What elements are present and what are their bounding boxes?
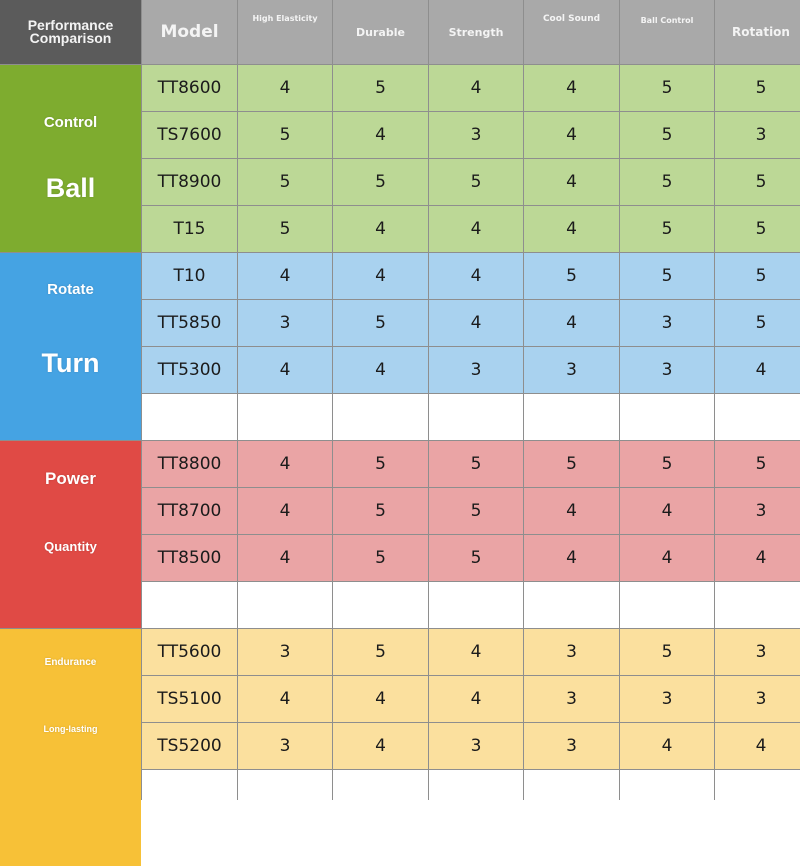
rating-strength: 5 bbox=[429, 441, 523, 487]
model-cell: TT5600 bbox=[142, 629, 237, 675]
rating-strength: 3 bbox=[429, 112, 523, 158]
rating-durable: 4 bbox=[333, 112, 428, 158]
model-cell: TT8700 bbox=[142, 488, 237, 534]
category-turn-label: Turn bbox=[41, 348, 100, 378]
rating-cool-sound: 4 bbox=[524, 488, 619, 534]
rating-durable: 4 bbox=[333, 723, 428, 769]
rating-ball-control: 5 bbox=[620, 65, 714, 111]
empty-cell bbox=[620, 394, 714, 440]
rating-high-elasticity: 4 bbox=[238, 535, 332, 581]
empty-cell bbox=[524, 582, 619, 628]
rating-strength: 3 bbox=[429, 723, 523, 769]
category-power-quantity bbox=[0, 441, 141, 628]
rating-cool-sound: 3 bbox=[524, 347, 619, 393]
rating-durable: 4 bbox=[333, 206, 428, 252]
header-durable: Durable bbox=[333, 0, 428, 64]
rating-cool-sound: 3 bbox=[524, 723, 619, 769]
empty-cell bbox=[429, 582, 523, 628]
header-ball-control: Ball Control bbox=[620, 0, 714, 64]
rating-ball-control: 5 bbox=[620, 159, 714, 205]
empty-cell bbox=[238, 582, 332, 628]
rating-ball-control: 5 bbox=[620, 253, 714, 299]
rating-durable: 5 bbox=[333, 65, 428, 111]
rating-high-elasticity: 3 bbox=[238, 629, 332, 675]
empty-cell bbox=[238, 770, 332, 866]
category-rotate-label: Rotate bbox=[47, 281, 94, 298]
rating-strength: 5 bbox=[429, 488, 523, 534]
rating-cool-sound: 5 bbox=[524, 253, 619, 299]
category-ball-label: Ball bbox=[45, 172, 96, 203]
rating-durable: 4 bbox=[333, 253, 428, 299]
rating-cool-sound: 3 bbox=[524, 676, 619, 722]
rating-durable: 5 bbox=[333, 488, 428, 534]
rating-strength: 3 bbox=[429, 347, 523, 393]
category-control-ball bbox=[0, 65, 141, 252]
model-cell: TS7600 bbox=[142, 112, 237, 158]
empty-cell bbox=[429, 394, 523, 440]
model-cell: TT8900 bbox=[142, 159, 237, 205]
rating-cool-sound: 4 bbox=[524, 65, 619, 111]
rating-high-elasticity: 4 bbox=[238, 676, 332, 722]
category-long-lasting-label: Long-lasting bbox=[43, 724, 98, 734]
rating-rotation: 4 bbox=[715, 347, 800, 393]
empty-cell bbox=[620, 770, 714, 866]
category-control-label: Control bbox=[43, 113, 98, 131]
rating-high-elasticity: 3 bbox=[238, 300, 332, 346]
model-cell: TT8600 bbox=[142, 65, 237, 111]
rating-strength: 4 bbox=[429, 300, 523, 346]
rating-rotation: 5 bbox=[715, 206, 800, 252]
empty-cell bbox=[715, 394, 800, 440]
category-endurance-label: Endurance bbox=[44, 657, 97, 668]
rating-rotation: 3 bbox=[715, 676, 800, 722]
rating-high-elasticity: 4 bbox=[238, 488, 332, 534]
model-cell: TS5100 bbox=[142, 676, 237, 722]
empty-cell bbox=[142, 394, 237, 440]
rating-strength: 5 bbox=[429, 159, 523, 205]
rating-durable: 4 bbox=[333, 347, 428, 393]
rating-ball-control: 5 bbox=[620, 441, 714, 487]
empty-cell bbox=[715, 770, 800, 866]
rating-durable: 4 bbox=[333, 676, 428, 722]
rating-high-elasticity: 4 bbox=[238, 347, 332, 393]
rating-strength: 5 bbox=[429, 535, 523, 581]
model-cell: TT8500 bbox=[142, 535, 237, 581]
empty-cell bbox=[524, 394, 619, 440]
empty-cell bbox=[620, 582, 714, 628]
rating-durable: 5 bbox=[333, 159, 428, 205]
model-cell: TS5200 bbox=[142, 723, 237, 769]
model-cell: T10 bbox=[142, 253, 237, 299]
category-endurance-long-lasting bbox=[0, 629, 141, 866]
model-cell: TT8800 bbox=[142, 441, 237, 487]
rating-strength: 4 bbox=[429, 676, 523, 722]
rating-strength: 4 bbox=[429, 65, 523, 111]
model-cell: TT5300 bbox=[142, 347, 237, 393]
rating-cool-sound: 4 bbox=[524, 535, 619, 581]
rating-ball-control: 3 bbox=[620, 347, 714, 393]
header-model: Model bbox=[142, 0, 237, 64]
corner-title-line1: Performance bbox=[27, 17, 114, 33]
rating-rotation: 3 bbox=[715, 488, 800, 534]
rating-high-elasticity: 4 bbox=[238, 65, 332, 111]
rating-high-elasticity: 4 bbox=[238, 253, 332, 299]
category-power-label: Power bbox=[44, 469, 97, 488]
rating-durable: 5 bbox=[333, 441, 428, 487]
rating-cool-sound: 4 bbox=[524, 300, 619, 346]
rating-high-elasticity: 5 bbox=[238, 159, 332, 205]
empty-cell bbox=[429, 770, 523, 866]
category-rotate-turn bbox=[0, 253, 141, 440]
empty-cell bbox=[333, 770, 428, 866]
rating-ball-control: 5 bbox=[620, 206, 714, 252]
rating-ball-control: 3 bbox=[620, 676, 714, 722]
empty-cell bbox=[715, 582, 800, 628]
rating-cool-sound: 4 bbox=[524, 159, 619, 205]
header-high-elasticity: High Elasticity bbox=[238, 0, 332, 64]
rating-high-elasticity: 5 bbox=[238, 206, 332, 252]
rating-cool-sound: 4 bbox=[524, 112, 619, 158]
rating-rotation: 5 bbox=[715, 65, 800, 111]
rating-cool-sound: 5 bbox=[524, 441, 619, 487]
model-cell: TT5850 bbox=[142, 300, 237, 346]
empty-cell bbox=[524, 770, 619, 866]
rating-cool-sound: 4 bbox=[524, 206, 619, 252]
rating-ball-control: 5 bbox=[620, 629, 714, 675]
model-cell: T15 bbox=[142, 206, 237, 252]
empty-cell bbox=[333, 582, 428, 628]
header-rotation: Rotation bbox=[715, 0, 800, 64]
rating-ball-control: 4 bbox=[620, 488, 714, 534]
empty-cell bbox=[333, 394, 428, 440]
empty-cell bbox=[142, 582, 237, 628]
corner-title-line2: Comparison bbox=[29, 30, 112, 46]
empty-cell bbox=[142, 770, 237, 866]
rating-strength: 4 bbox=[429, 206, 523, 252]
rating-cool-sound: 3 bbox=[524, 629, 619, 675]
rating-rotation: 5 bbox=[715, 441, 800, 487]
rating-rotation: 5 bbox=[715, 159, 800, 205]
rating-durable: 5 bbox=[333, 300, 428, 346]
rating-rotation: 4 bbox=[715, 723, 800, 769]
rating-ball-control: 4 bbox=[620, 723, 714, 769]
rating-rotation: 5 bbox=[715, 300, 800, 346]
rating-ball-control: 3 bbox=[620, 300, 714, 346]
rating-high-elasticity: 4 bbox=[238, 441, 332, 487]
rating-rotation: 5 bbox=[715, 253, 800, 299]
empty-cell bbox=[238, 394, 332, 440]
rating-ball-control: 4 bbox=[620, 535, 714, 581]
rating-strength: 4 bbox=[429, 629, 523, 675]
header-strength: Strength bbox=[429, 0, 523, 64]
rating-high-elasticity: 3 bbox=[238, 723, 332, 769]
category-quantity-label: Quantity bbox=[44, 539, 97, 554]
rating-rotation: 3 bbox=[715, 112, 800, 158]
header-cool-sound: Cool Sound bbox=[524, 0, 619, 64]
rating-rotation: 3 bbox=[715, 629, 800, 675]
rating-durable: 5 bbox=[333, 629, 428, 675]
corner-title bbox=[0, 0, 141, 64]
rating-strength: 4 bbox=[429, 253, 523, 299]
rating-durable: 5 bbox=[333, 535, 428, 581]
rating-rotation: 4 bbox=[715, 535, 800, 581]
rating-high-elasticity: 5 bbox=[238, 112, 332, 158]
rating-ball-control: 5 bbox=[620, 112, 714, 158]
